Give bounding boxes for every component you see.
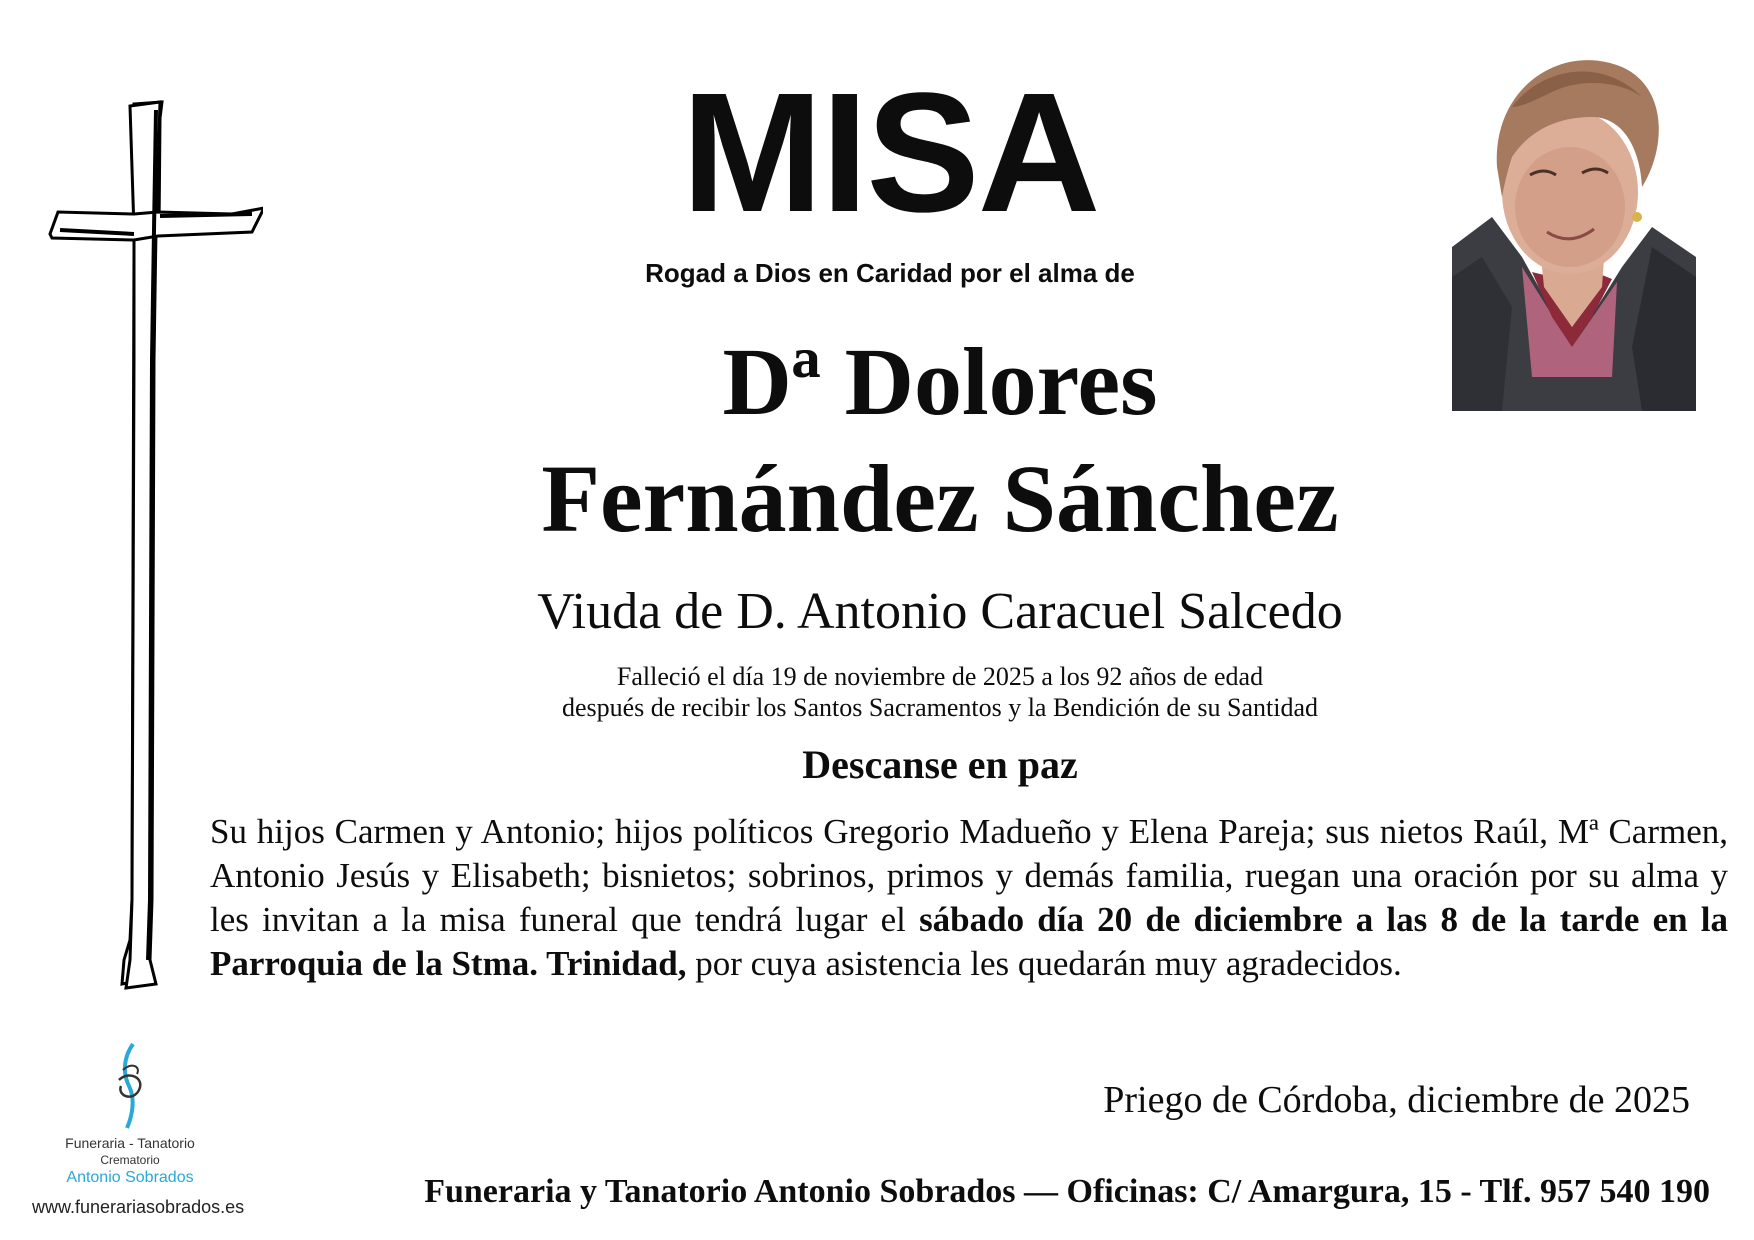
- widow-line: Viuda de D. Antonio Caracuel Salcedo: [537, 583, 1343, 640]
- announcement-text: Su hijos Carmen y Antonio; hijos políticos Gregorio Madueño y Elena Pareja; sus nietos Raúl, Mª Carmen, Antonio Jesús y Elisabeth; bisnietos; sobrinos, primos y demás familia, ruegan una oración por su alma y les invitan a la misa funeral que tendrá lugar el: [210, 812, 1728, 939]
- mass-heading: MISA: [681, 58, 1099, 248]
- family-announcement: [210, 810, 1728, 986]
- death-date-line: Falleció el día 19 de noviembre de 2025 a los 92 años de edad: [616, 662, 1264, 691]
- logo-line-name: Antonio Sobrados: [66, 1169, 194, 1186]
- mass-details: sábado día 20 de diciembre a las 8 de la tarde en la Parroquia de la Stma. Trinidad,: [210, 900, 1728, 983]
- rest-in-peace: Descanse en paz: [802, 742, 1078, 787]
- funeral-home-logo: [30, 1040, 230, 1188]
- sacraments-line: después de recibir los Santos Sacramentos y la Bendición de su Santidad: [561, 693, 1318, 722]
- logo-line-crematorio: Crematorio: [100, 1153, 160, 1167]
- place-and-date: Priego de Córdoba, diciembre de 2025: [1103, 1079, 1690, 1121]
- funeral-home-logo-icon: [105, 1040, 155, 1130]
- prayer-line: Rogad a Dios en Caridad por el alma de: [645, 258, 1135, 288]
- funeral-home-footer: Funeraria y Tanatorio Antonio Sobrados — Oficinas: C/ Amargura, 15 - Tlf. 957 540 190: [424, 1173, 1710, 1210]
- portrait-photo: [1452, 47, 1696, 411]
- deceased-name-first: Dª Dolores: [722, 328, 1158, 435]
- deceased-name-surnames: Fernández Sánchez: [541, 445, 1339, 552]
- website-url[interactable]: www.funerariasobrados.es: [32, 1197, 245, 1217]
- announcement-closing: por cuya asistencia les quedarán muy agradecidos.: [686, 944, 1402, 983]
- logo-line-funeraria: Funeraria - Tanatorio: [65, 1135, 195, 1151]
